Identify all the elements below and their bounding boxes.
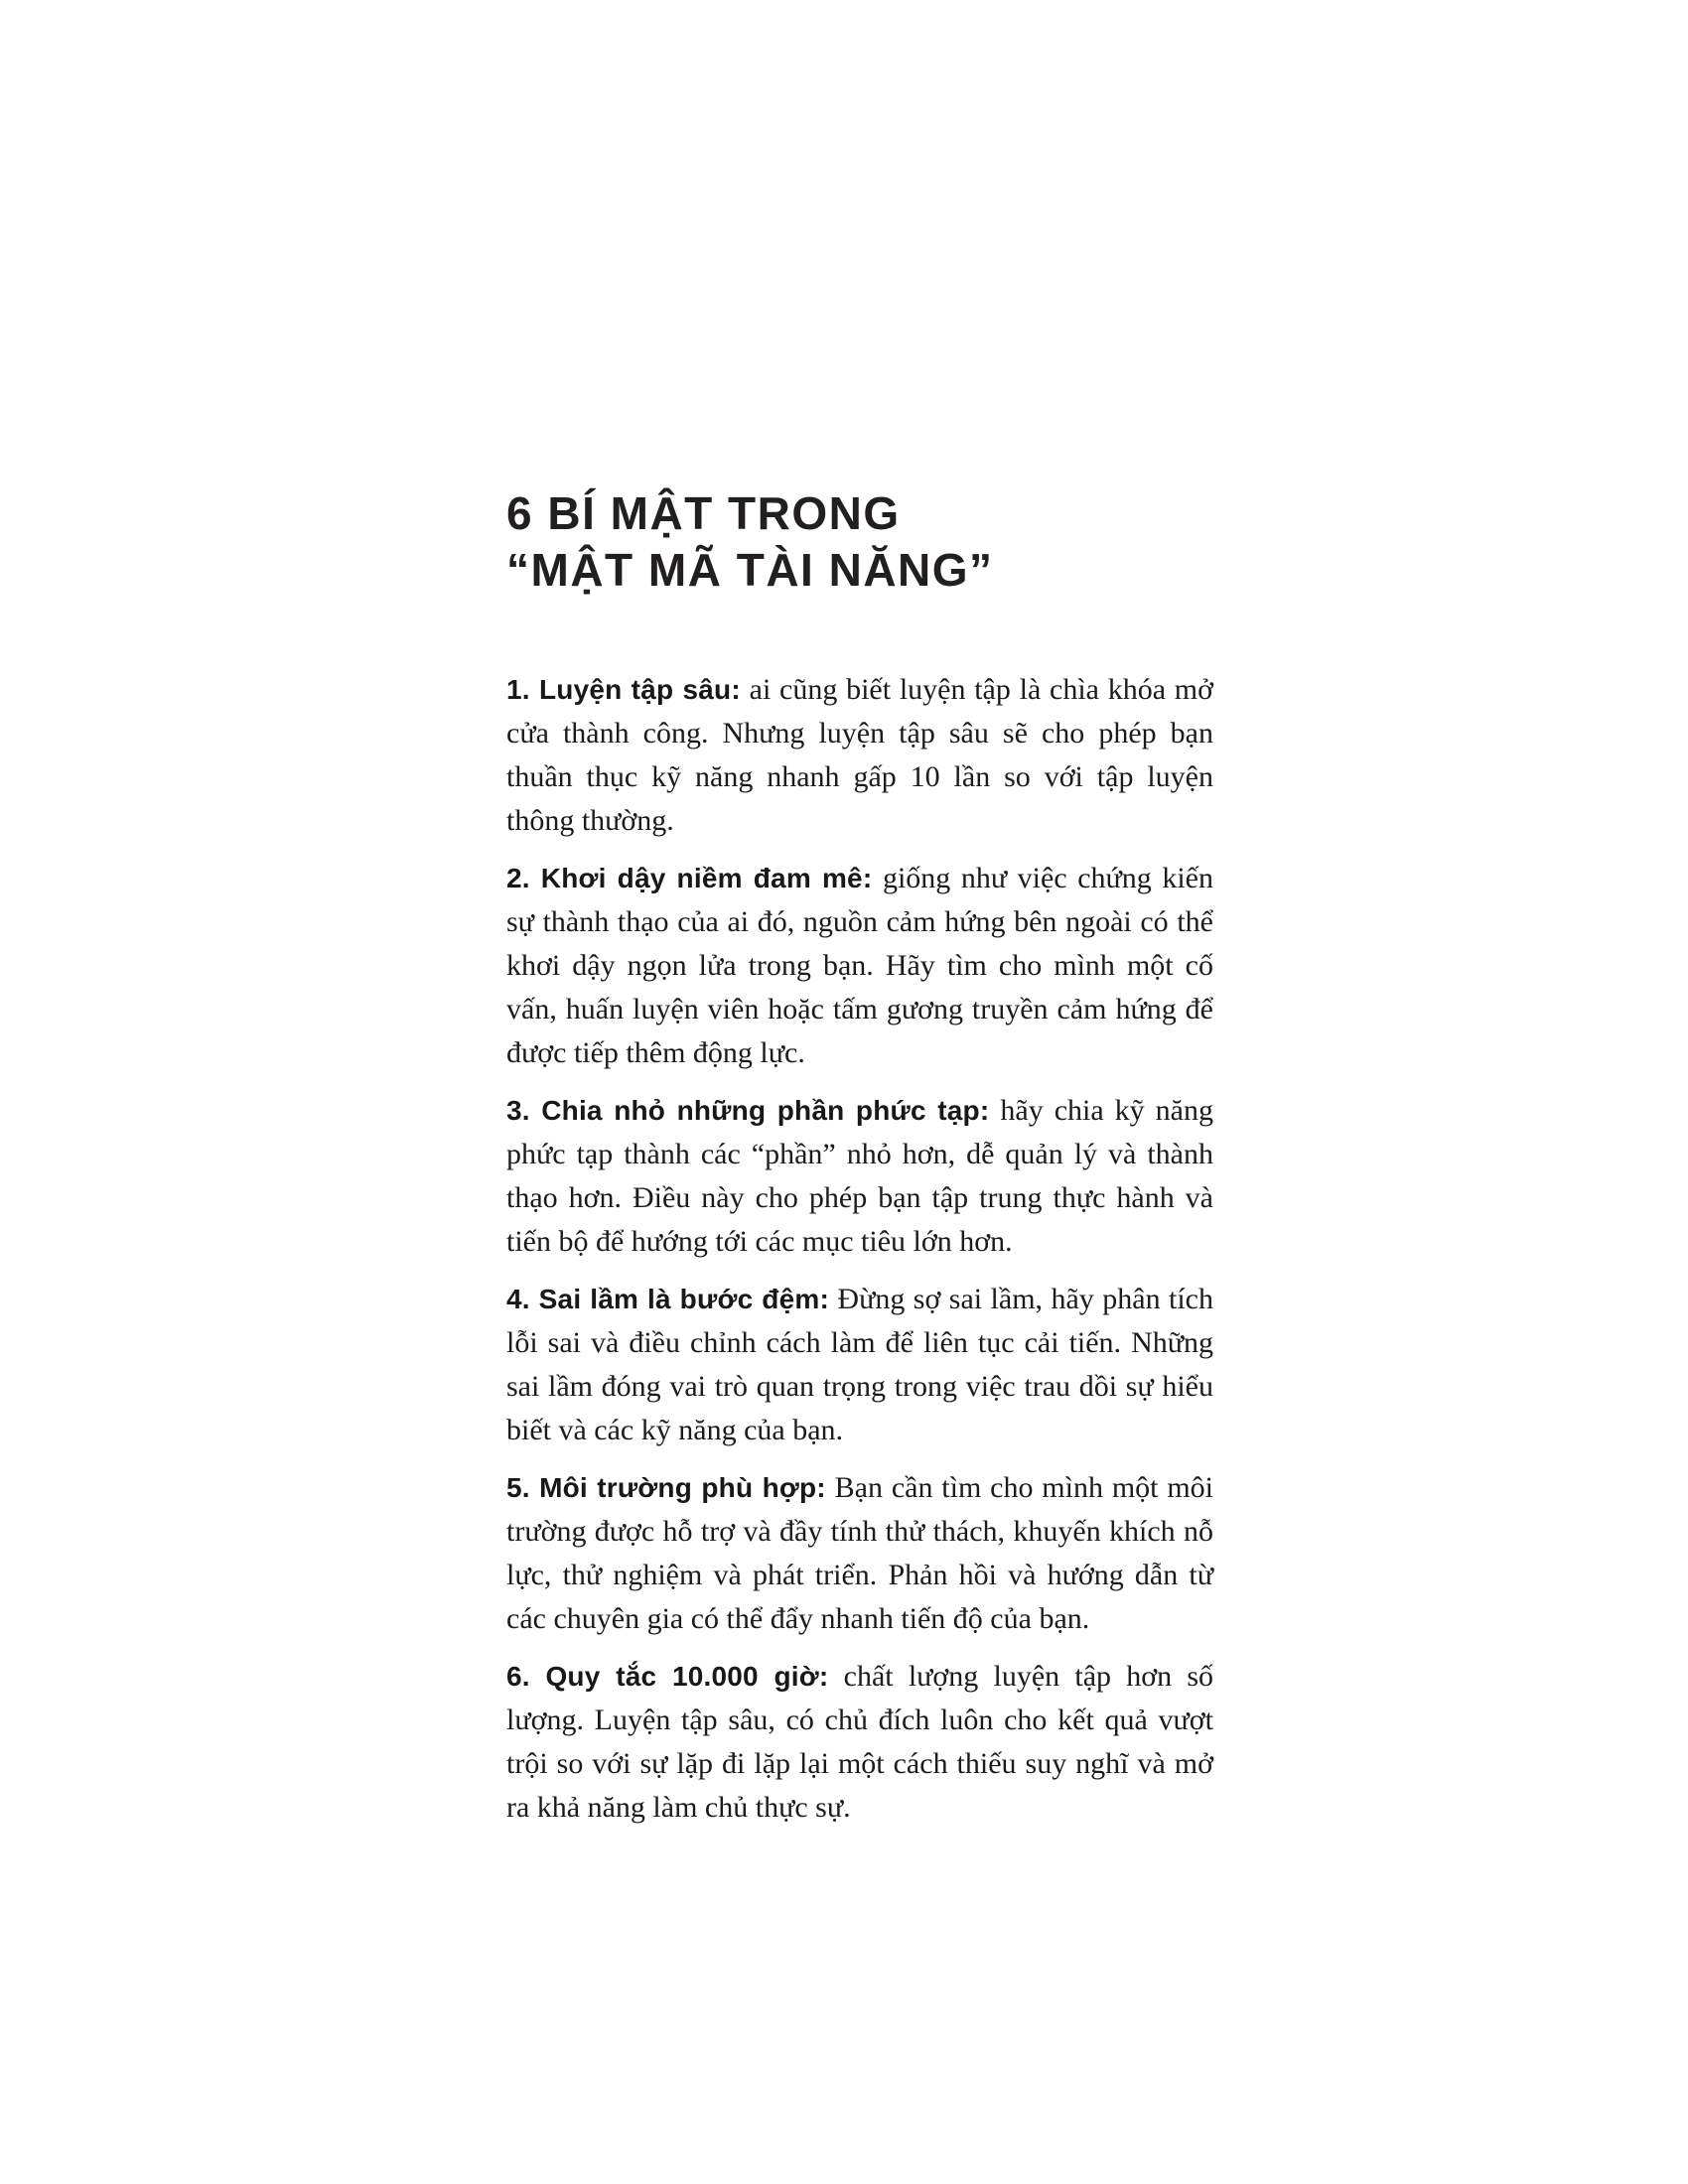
secret-item-2 — [506, 857, 1213, 1075]
secret-item-6-label: 6. Quy tắc 10.000 giờ: — [506, 1661, 829, 1692]
secret-item-5 — [506, 1466, 1213, 1641]
secret-item-5-text: Bạn cần tìm cho mình một môi trường được hỗ trợ và đầy tính thử thách, khuyến khích nỗ lực, thử nghiệm và phát triển. Phản hồi và hướng dẫn từ các chuyên gia có thể đẩy nhanh tiến độ của bạn. — [506, 1471, 1213, 1635]
secret-item-4-label: 4. Sai lầm là bước đệm: — [506, 1284, 829, 1314]
page-title-line-1: 6 BÍ MẬT TRONG — [506, 487, 901, 539]
secrets-list — [506, 668, 1213, 1830]
page-title-line-2: “MẬT MÃ TÀI NĂNG” — [506, 544, 994, 596]
secret-item-1-text: ai cũng biết luyện tập là chìa khóa mở cửa thành công. Nhưng luyện tập sâu sẽ cho phép bạn thuần thục kỹ năng nhanh gấp 10 lần so với tập luyện thông thường. — [506, 673, 1213, 837]
secret-item-1-label: 1. Luyện tập sâu: — [506, 674, 741, 705]
secret-item-2-label: 2. Khơi dậy niềm đam mê: — [506, 863, 873, 893]
secret-item-4-text: Đừng sợ sai lầm, hãy phân tích lỗi sai và điều chỉnh cách làm để liên tục cải tiến. Những sai lầm đóng vai trò quan trọng trong việc trau dồi sự hiểu biết và các kỹ năng của bạn. — [506, 1283, 1214, 1446]
secret-item-4 — [506, 1278, 1213, 1452]
page-content — [506, 485, 1213, 1830]
secret-item-3 — [506, 1089, 1213, 1264]
secret-item-3-label: 3. Chia nhỏ những phần phức tạp: — [506, 1095, 990, 1126]
secret-item-2-text: giống như việc chứng kiến sự thành thạo của ai đó, nguồn cảm hứng bên ngoài có thể khơi dậy ngọn lửa trong bạn. Hãy tìm cho mình một cố vấn, huấn luyện viên hoặc tấm gương truyền cảm hứng để được tiếp thêm động lực. — [506, 862, 1213, 1069]
secret-item-6-text: chất lượng luyện tập hơn số lượng. Luyện tập sâu, có chủ đích luôn cho kết quả vượt trội so với sự lặp đi lặp lại một cách thiếu suy nghĩ và mở ra khả năng làm chủ thực sự. — [506, 1660, 1213, 1824]
page-title — [506, 485, 1213, 599]
secret-item-5-label: 5. Môi trường phù hợp: — [506, 1472, 826, 1503]
secret-item-6 — [506, 1655, 1213, 1830]
secret-item-1 — [506, 668, 1213, 843]
secret-item-3-text: hãy chia kỹ năng phức tạp thành các “phần” nhỏ hơn, dễ quản lý và thành thạo hơn. Điều này cho phép bạn tập trung thực hành và tiến bộ để hướng tới các mục tiêu lớn hơn. — [506, 1094, 1213, 1258]
